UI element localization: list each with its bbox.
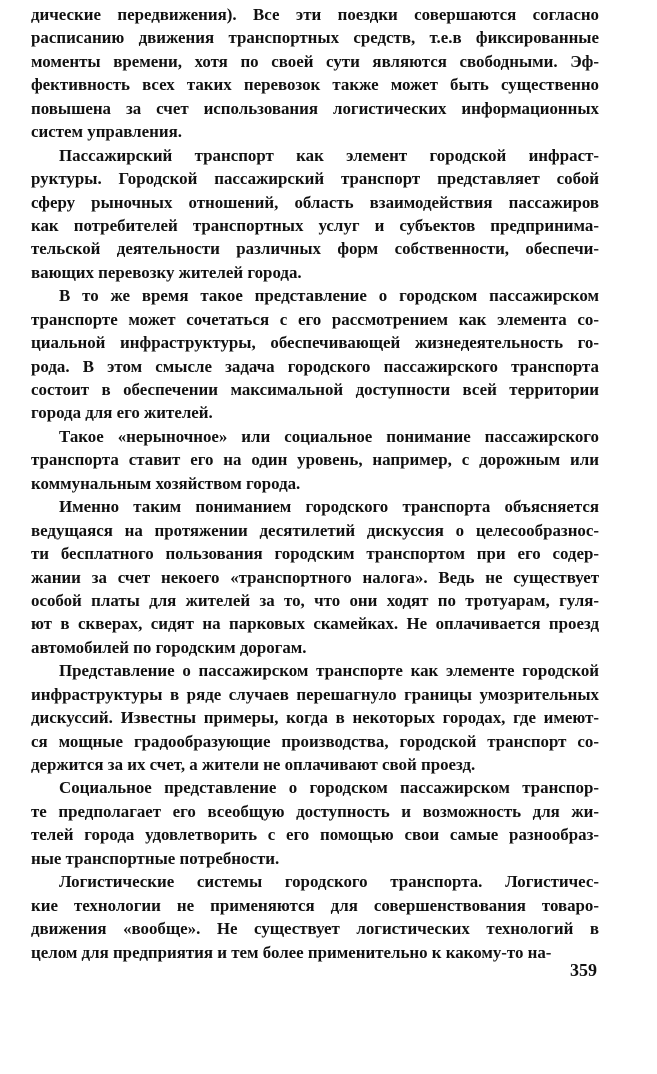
page-body [31, 3, 599, 964]
paragraph [31, 144, 599, 285]
paragraph [31, 776, 599, 870]
text-line: транспорте может сочетаться с его рассмотрением как элемента со- [31, 309, 599, 329]
paragraph [31, 659, 599, 776]
paragraph [31, 284, 599, 425]
text-line: ся мощные градообразующие производства, городской транспорт со- [31, 731, 599, 751]
text-line: сферу рыночных отношений, область взаимодействия пассажиров [31, 192, 599, 212]
paragraph [31, 3, 599, 144]
text-line: ведущаяся на протяжении десятилетий дискуссия о целесообразнос- [31, 520, 599, 540]
text-line: тельской деятельности различных форм собственности, обеспечи- [31, 239, 599, 259]
paragraph [31, 425, 599, 495]
text-line: коммунальным хозяйством города. [31, 473, 301, 493]
text-line: те предполагает его всеобщую доступность и возможность для жи- [31, 801, 599, 821]
text-line: города для его жителей. [31, 403, 213, 423]
text-line: Представление о пассажирском транспорте как элементе городской [59, 661, 599, 681]
text-line: держится за их счет, а жители не оплачивают свой проезд. [31, 755, 476, 774]
text-line: повышена за счет использования логистических информационных [31, 98, 599, 118]
text-line: фективность всех таких перевозок также может быть существенно [31, 75, 599, 95]
text-line: расписанию движения транспортных средств, т.е.в фиксированные [31, 28, 599, 48]
text-line: дические передвижения). Все эти поездки совершаются согласно [31, 5, 599, 24]
text-line: кие технологии не применяются для совершенствования товаро- [31, 895, 599, 915]
text-line: жании за счет некоего «транспортного налога». Ведь не существует [31, 567, 599, 587]
text-line: циальной инфраструктуры, обеспечивающей жизнедеятельность го- [31, 333, 599, 353]
text-line: Пассажирский транспорт как элемент городской инфраст- [59, 145, 599, 165]
text-line: Именно таким пониманием городского транспорта объясняется [59, 497, 599, 517]
text-line: особой платы для жителей за то, что они ходят по тротуарам, гуля- [31, 590, 599, 610]
paragraph [31, 870, 599, 964]
text-line: руктуры. Городской пассажирский транспорт представляет собой [31, 169, 599, 189]
text-line: В то же время такое представление о городском пассажирском [59, 286, 599, 306]
text-line: состоит в обеспечении максимальной доступности всей территории [31, 380, 599, 399]
text-line: ют в скверах, сидят на парковых скамейках. Не оплачивается проезд [31, 614, 599, 634]
text-line: ти бесплатного пользования городским транспортом при его содер- [31, 544, 599, 564]
text-line: транспорта ставит его на один уровень, например, с дорожным или [31, 450, 599, 470]
text-line: дискуссий. Известны примеры, когда в некоторых городах, где имеют- [31, 708, 599, 728]
text-line: систем управления. [31, 122, 182, 142]
text-line: вающих перевозку жителей города. [31, 262, 302, 282]
text-line: инфраструктуры в ряде случаев перешагнуло границы умозрительных [31, 684, 599, 704]
text-line: Такое «нерыночное» или социальное понимание пассажирского [59, 426, 599, 446]
text-line: моменты времени, хотя по своей сути являются свободными. Эф- [31, 51, 599, 71]
text-line: целом для предприятия и тем более применительно к какому-то на- [31, 942, 552, 962]
text-line: Логистические системы городского транспорта. Логистичес- [59, 872, 599, 892]
text-line: как потребителей транспортных услуг и субъектов предпринима- [31, 215, 599, 235]
text-line: рода. В этом смысле задача городского пассажирского транспорта [31, 356, 599, 376]
text-line: Социальное представление о городском пассажирском транспор- [59, 778, 599, 798]
text-line: ные транспортные потребности. [31, 848, 280, 868]
page-number: 359 [570, 960, 597, 980]
paragraph [31, 495, 599, 659]
text-line: движения «вообще». Не существует логистических технологий в [31, 919, 599, 939]
text-line: автомобилей по городским дорогам. [31, 637, 307, 657]
text-line: телей города удовлетворить с его помощью свои самые разнообраз- [31, 825, 599, 845]
